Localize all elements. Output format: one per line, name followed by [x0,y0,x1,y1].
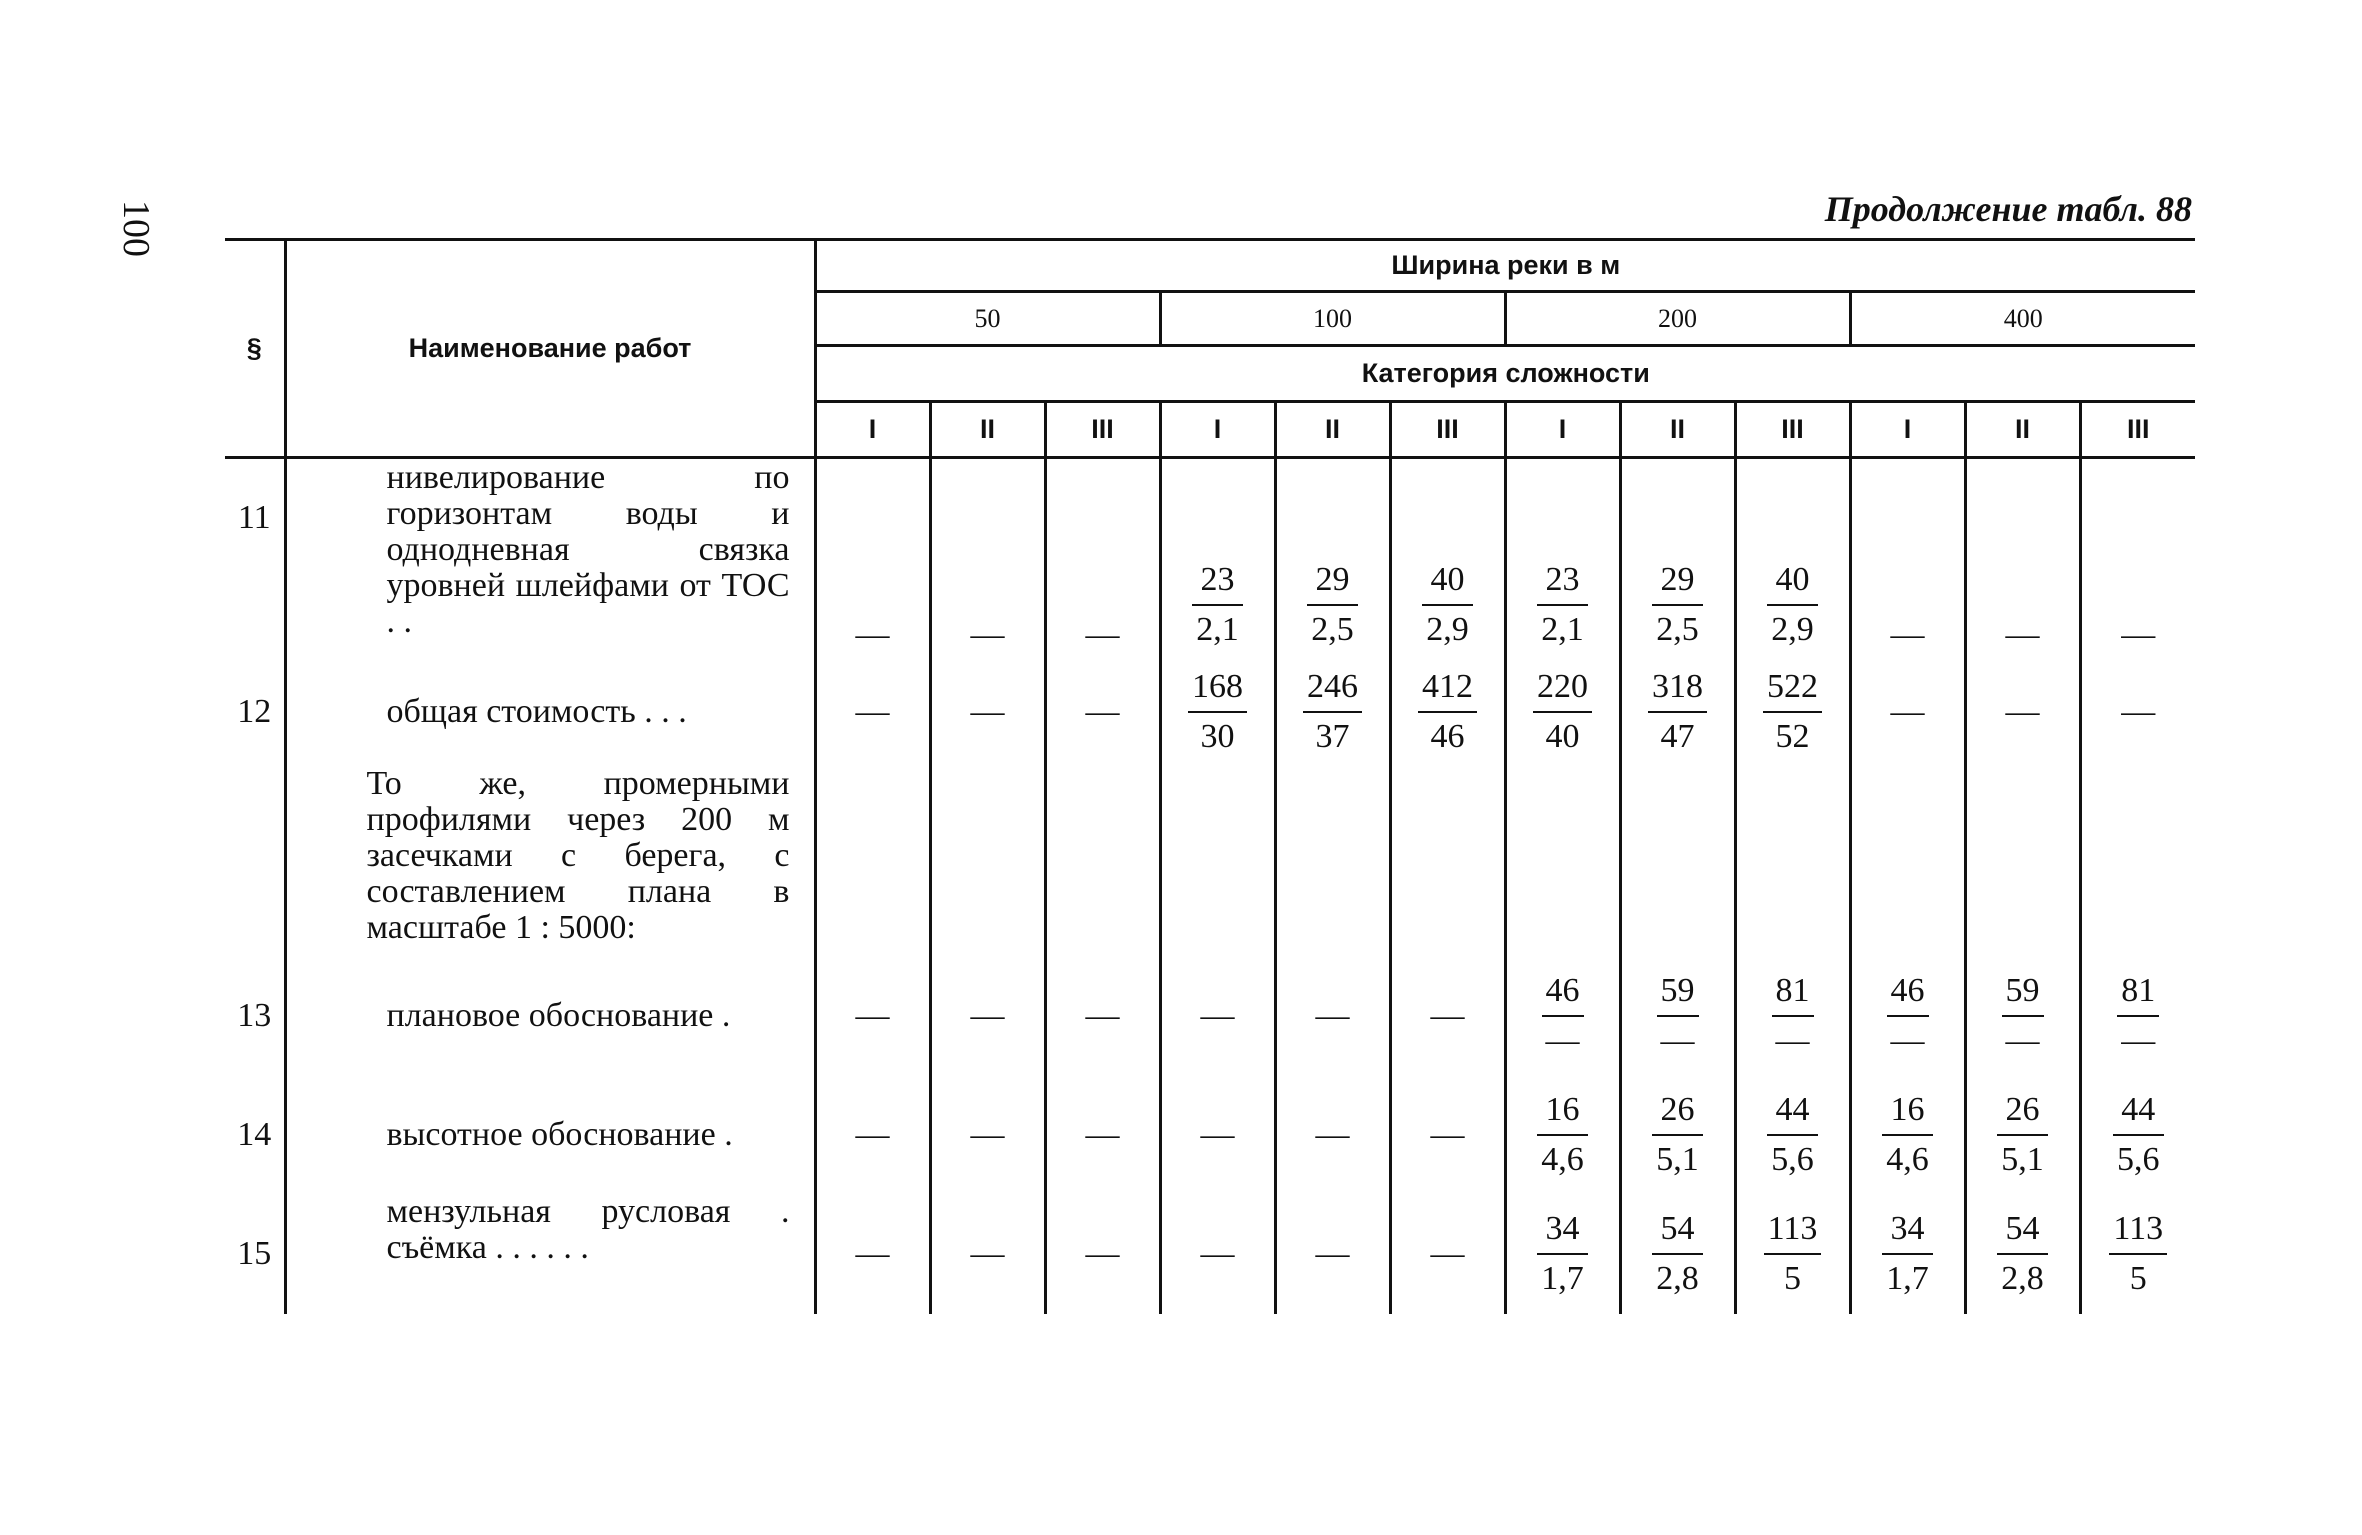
fraction-value [2117,967,2159,1065]
category-header: III [1735,402,1850,458]
width-50: 50 [815,292,1160,346]
section-number: 14 [237,1115,272,1153]
table-body [225,458,2195,1314]
table-row [225,1076,2195,1194]
dash: — [855,1115,890,1153]
fraction-denominator: 5 [2129,1259,2147,1297]
fraction-denominator: 5,1 [2001,1140,2044,1178]
fraction-cell [1735,1194,1850,1314]
work-name: То же, промерными профилями через 200 м засечками с берега, с составлением плана в масштабе 1 : 5000: [285,766,815,956]
fraction-numerator: 40 [1422,556,1473,606]
table-row [225,1194,2195,1314]
fraction-value [1303,663,1362,761]
dash-cell [815,1076,930,1194]
fraction-value [1767,1086,1818,1184]
fraction-cell [1965,956,2080,1076]
work-name-header: Наименование работ [285,240,815,458]
fraction-numerator: 318 [1648,663,1707,713]
fraction-value [1652,1205,1703,1303]
dash: — [970,1234,1005,1272]
fraction-cell [1850,1076,1965,1194]
work-name: плановое обоснование . [285,956,815,1076]
section-number: 11 [237,499,271,536]
fraction-numerator: 246 [1303,663,1362,713]
fraction-value [1657,967,1699,1065]
dash: — [855,615,890,653]
fraction-denominator: 5 [1784,1259,1801,1297]
width-400: 400 [1850,292,2195,346]
width-200: 200 [1505,292,1850,346]
dash-cell [1275,1194,1390,1314]
fraction-numerator: 168 [1188,663,1247,713]
dash-cell [930,458,1045,658]
fraction-value [2109,1205,2167,1303]
fraction-cell [1505,1076,1620,1194]
width-100: 100 [1160,292,1505,346]
fraction-cell [1850,1194,1965,1314]
dash: — [1085,692,1120,730]
dash-cell [1390,1194,1505,1314]
empty-cell [2080,766,2195,956]
dash: — [970,1115,1005,1153]
empty-cell [1965,766,2080,956]
dash-cell [1160,1194,1275,1314]
fraction-denominator: 5,6 [1771,1140,1814,1178]
dash-cell [1045,658,1160,766]
table-continuation-caption: Продолжение табл. 88 [1824,189,2192,229]
dash: — [1085,615,1120,653]
fraction-cell [2080,1194,2195,1314]
fraction-denominator: 2,5 [1311,610,1354,648]
fraction-numerator: 44 [1767,1086,1818,1136]
dash-cell [815,956,930,1076]
dash-cell [930,658,1045,766]
fraction-denominator: 2,8 [2001,1259,2044,1297]
fraction-denominator: 2,5 [1656,610,1699,648]
category-header: I [1505,402,1620,458]
fraction-numerator: 412 [1418,663,1477,713]
fraction-numerator: 29 [1652,556,1703,606]
fraction-denominator: 5,1 [1656,1140,1699,1178]
fraction-numerator: 29 [1307,556,1358,606]
dash-cell [1275,1076,1390,1194]
fraction-denominator: 46 [1430,717,1465,755]
fraction-cell [1620,1076,1735,1194]
fraction-denominator: 47 [1660,717,1695,755]
empty-cell [930,766,1045,956]
fraction-cell [1160,458,1275,658]
fraction-cell [1965,1194,2080,1314]
empty-cell [1505,766,1620,956]
category-header: I [1160,402,1275,458]
dash: — [970,615,1005,653]
fraction-denominator: 2,9 [1426,610,1469,648]
fraction-cell [2080,1076,2195,1194]
dash: — [855,692,890,730]
fraction-value [1764,1205,1822,1303]
fraction-numerator: 34 [1882,1205,1933,1255]
empty-cell [1160,766,1275,956]
fraction-numerator: 16 [1537,1086,1588,1136]
category-header: II [930,402,1045,458]
dash-cell [1390,1076,1505,1194]
fraction-cell [1620,658,1735,766]
fraction-numerator: 23 [1192,556,1243,606]
empty-cell [1045,766,1160,956]
fraction-numerator: 54 [1652,1205,1703,1255]
fraction-numerator: 522 [1763,663,1822,713]
dash-cell [1160,1076,1275,1194]
fraction-cell [1620,956,1735,1076]
table-row [225,658,2195,766]
dash-cell [1045,956,1160,1076]
category-header: II [1275,402,1390,458]
dash: — [1085,1234,1120,1272]
fraction-numerator: 54 [1997,1205,2048,1255]
dash: — [1315,1115,1350,1153]
empty-cell [1275,766,1390,956]
dash-cell [930,1194,1045,1314]
fraction-cell [1505,658,1620,766]
fraction-cell [1505,1194,1620,1314]
dash-cell [1045,1076,1160,1194]
dash-cell [930,1076,1045,1194]
fraction-denominator: 2,1 [1541,610,1584,648]
fraction-denominator: — [1775,1021,1810,1059]
dash: — [855,996,890,1034]
fraction-value [1648,663,1707,761]
category-header: I [815,402,930,458]
fraction-cell [1735,458,1850,658]
fraction-value [1882,1086,1933,1184]
dash-cell [1965,458,2080,658]
section-number [225,766,285,956]
table-row [225,956,2195,1076]
fraction-value [1772,967,1814,1065]
section-number: 13 [237,996,272,1034]
dash-cell [1045,458,1160,658]
fraction-numerator: 220 [1533,663,1592,713]
fraction-denominator: 4,6 [1886,1140,1929,1178]
fraction-value [1767,556,1818,654]
fraction-cell [1390,658,1505,766]
work-name: нивелирование по горизонтам воды и однодневная связка уровней шлейфами от ТОС . . [285,458,815,658]
category-header: III [1045,402,1160,458]
fraction-denominator: 30 [1200,717,1235,755]
fraction-value [1887,967,1929,1065]
dash-cell [1390,956,1505,1076]
fraction-cell [1735,658,1850,766]
fraction-denominator: 52 [1775,717,1810,755]
fraction-numerator: 113 [2109,1205,2167,1255]
work-name: общая стоимость . . . [285,658,815,766]
dash: — [1430,996,1465,1034]
dash-cell [815,1194,930,1314]
fraction-value [1422,556,1473,654]
fraction-cell [1160,658,1275,766]
fraction-numerator: 59 [1657,967,1699,1017]
fraction-cell [2080,956,2195,1076]
fraction-numerator: 113 [1764,1205,1822,1255]
dash: — [2005,615,2040,653]
page-number: 100 [115,200,157,257]
fraction-cell [1505,458,1620,658]
fraction-value [1188,663,1247,761]
section-number: 12 [237,692,272,730]
category-header: III [2080,402,2195,458]
category-header: II [1965,402,2080,458]
fraction-cell [1620,458,1735,658]
fraction-numerator: 44 [2113,1086,2164,1136]
dash-cell [2080,458,2195,658]
empty-cell [815,766,930,956]
fraction-value [1652,556,1703,654]
fraction-numerator: 26 [1652,1086,1703,1136]
fraction-value [1537,556,1588,654]
fraction-numerator: 46 [1542,967,1584,1017]
fraction-cell [1275,458,1390,658]
table-row [225,766,2195,956]
fraction-cell [1850,956,1965,1076]
fraction-value [1652,1086,1703,1184]
fraction-cell [1735,1076,1850,1194]
dash-cell [1275,956,1390,1076]
fraction-numerator: 81 [1772,967,1814,1017]
fraction-numerator: 81 [2117,967,2159,1017]
dash: — [1430,1234,1465,1272]
work-name: высотное обоснование . [285,1076,815,1194]
fraction-denominator: 37 [1315,717,1350,755]
fraction-value [1997,1086,2048,1184]
fraction-cell [1505,956,1620,1076]
fraction-value [1533,663,1592,761]
fraction-denominator: 40 [1545,717,1580,755]
section-header: § [225,240,285,458]
dash: — [1890,692,1925,730]
dash-cell [815,658,930,766]
fraction-value [1418,663,1477,761]
fraction-numerator: 23 [1537,556,1588,606]
fraction-denominator: — [2005,1021,2040,1059]
category-header: II [1620,402,1735,458]
fraction-value [1997,1205,2048,1303]
dash: — [1430,1115,1465,1153]
dash-cell [2080,658,2195,766]
empty-cell [1390,766,1505,956]
fraction-denominator: — [1890,1021,1925,1059]
fraction-value [2002,967,2044,1065]
fraction-cell [1965,1076,2080,1194]
category-header: III [1390,402,1505,458]
fraction-value [1192,556,1243,654]
dash-cell [1160,956,1275,1076]
fraction-denominator: 4,6 [1541,1140,1584,1178]
empty-cell [1735,766,1850,956]
category-header: I [1850,402,1965,458]
fraction-denominator: — [2121,1021,2156,1059]
fraction-value [1763,663,1822,761]
dash: — [2121,692,2156,730]
fraction-value [1542,967,1584,1065]
empty-cell [1620,766,1735,956]
fraction-cell [1275,658,1390,766]
dash: — [1085,1115,1120,1153]
fraction-value [2113,1086,2164,1184]
fraction-value [1307,556,1358,654]
dash: — [1200,1115,1235,1153]
dash-cell [930,956,1045,1076]
dash-cell [815,458,930,658]
fraction-denominator: 2,9 [1771,610,1814,648]
fraction-numerator: 46 [1887,967,1929,1017]
dash: — [1315,996,1350,1034]
dash: — [970,692,1005,730]
fraction-denominator: 1,7 [1886,1259,1929,1297]
fraction-cell [1620,1194,1735,1314]
fraction-value [1537,1086,1588,1184]
dash-cell [1965,658,2080,766]
dash: — [2005,692,2040,730]
fraction-cell [1735,956,1850,1076]
cost-table [225,238,2192,1314]
dash: — [1315,1234,1350,1272]
dash: — [1200,996,1235,1034]
dash-cell [1045,1194,1160,1314]
dash: — [1200,1234,1235,1272]
dash: — [2121,615,2156,653]
fraction-denominator: 1,7 [1541,1259,1584,1297]
fraction-numerator: 59 [2002,967,2044,1017]
dash: — [970,996,1005,1034]
fraction-denominator: — [1545,1021,1580,1059]
fraction-value [1882,1205,1933,1303]
fraction-value [1537,1205,1588,1303]
dash-cell [1850,458,1965,658]
fraction-denominator: 2,1 [1196,610,1239,648]
dash-cell [1850,658,1965,766]
fraction-numerator: 40 [1767,556,1818,606]
section-number: 15 [237,1234,272,1272]
fraction-numerator: 26 [1997,1086,2048,1136]
fraction-numerator: 16 [1882,1086,1933,1136]
table-row [225,458,2195,658]
fraction-numerator: 34 [1537,1205,1588,1255]
dash: — [1085,996,1120,1034]
complexity-header: Категория сложности [815,346,2195,402]
fraction-denominator: 5,6 [2117,1140,2160,1178]
dash: — [855,1234,890,1272]
fraction-denominator: 2,8 [1656,1259,1699,1297]
fraction-cell [1390,458,1505,658]
dash: — [1890,615,1925,653]
work-name: мензульная русловая . съёмка . . . . . . [285,1194,815,1314]
empty-cell [1850,766,1965,956]
river-width-header: Ширина реки в м [815,240,2195,292]
fraction-denominator: — [1660,1021,1695,1059]
